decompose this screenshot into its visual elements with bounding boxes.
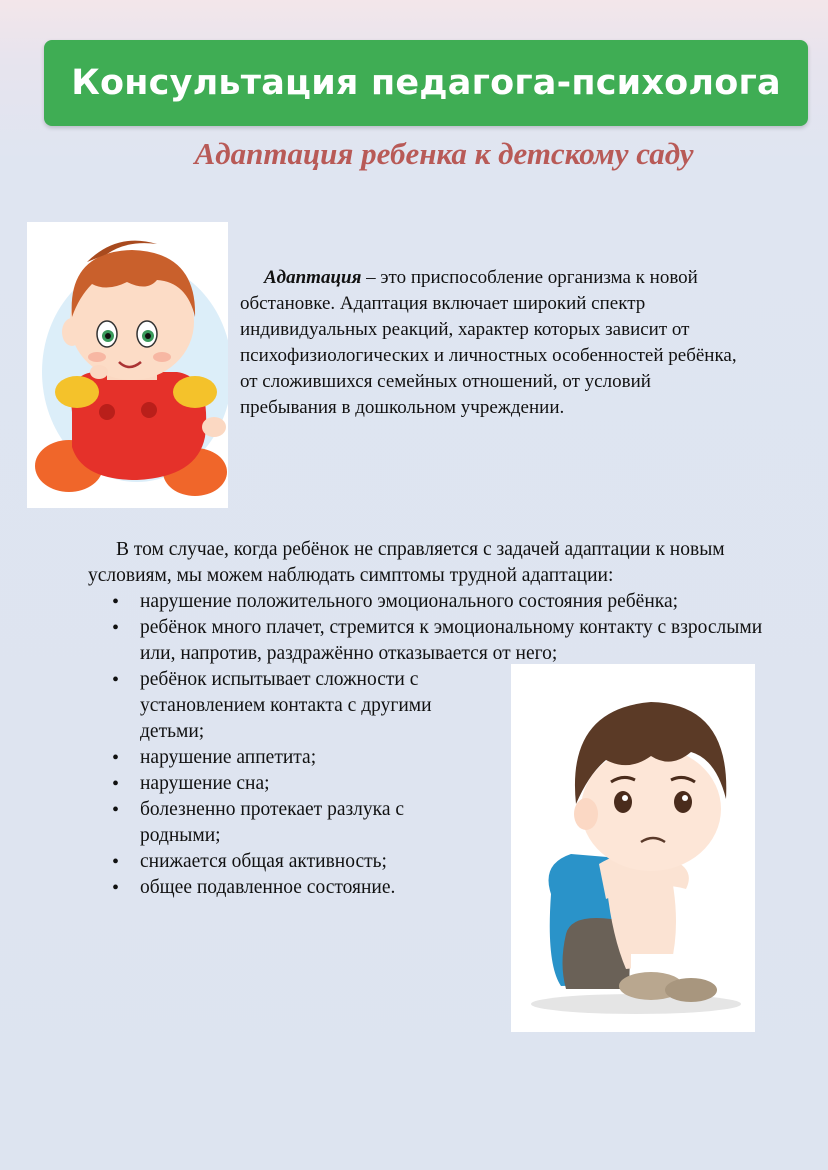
list-item: • ребёнок много плачет, стремится к эмоциональному контакту с взрослыми или, напротив, раздражённо отказывается от него; xyxy=(112,615,772,667)
list-item: • нарушение сна; xyxy=(112,771,772,797)
sad-boy-icon xyxy=(511,664,755,1032)
list-item: • болезненно протекает разлука с родными; xyxy=(112,797,460,849)
adaptation-definition xyxy=(240,265,740,421)
adaptation-definition-text: – это приспособление организма к новой обстановке. Адаптация включает широкий спектр индивидуальных реакций, характер которых зависит от психофизиологических и личностных особенностей ребёнка, от сложившихся семейных отношений, от условий пребывания в дошкольном учреждении. xyxy=(240,267,737,418)
list-item: • нарушение положительного эмоционального состояния ребёнка; xyxy=(112,589,772,615)
sad-boy-illustration xyxy=(511,664,755,1032)
page-title: Консультация педагога-психолога xyxy=(71,63,781,103)
toddler-illustration xyxy=(27,222,228,508)
title-banner xyxy=(44,40,808,126)
list-item: • общее подавленное состояние. xyxy=(112,875,772,901)
list-item: • ребёнок испытывает сложности с установлением контакта с другими детьми; xyxy=(112,667,480,745)
list-item: • нарушение аппетита; xyxy=(112,745,772,771)
list-item: • снижается общая активность; xyxy=(112,849,772,875)
page-subtitle: Адаптация ребенка к детскому саду xyxy=(194,136,694,171)
symptoms-lead: В том случае, когда ребёнок не справляется с задачей адаптации к новым условиям, мы можем наблюдать симптомы трудной адаптации: xyxy=(88,539,725,586)
smiling-toddler-icon xyxy=(27,222,228,508)
adaptation-term: Адаптация xyxy=(264,267,362,288)
